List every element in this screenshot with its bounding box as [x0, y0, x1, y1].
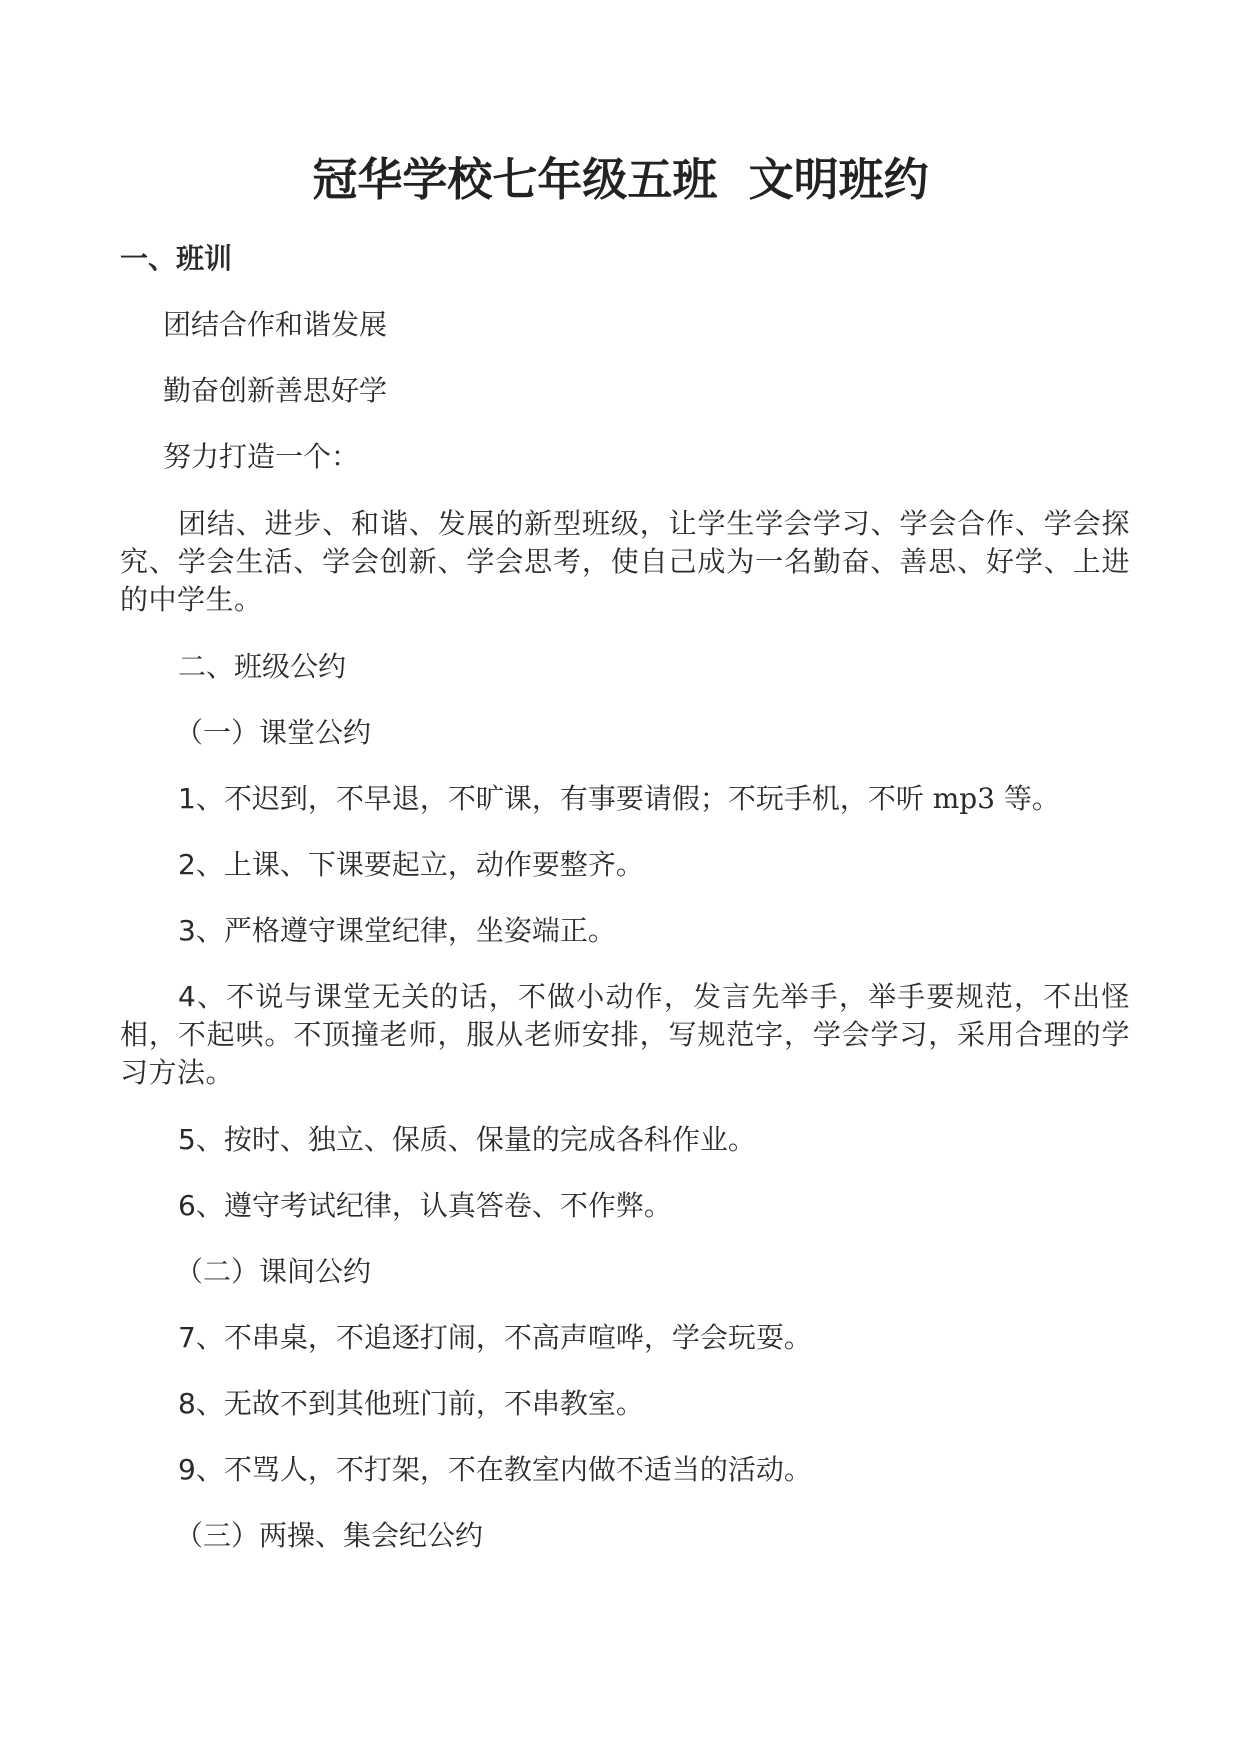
item-number: 7: [178, 1321, 196, 1354]
motto-line-2: 勤奋创新善思好学: [163, 374, 388, 407]
item-number: 1: [178, 782, 196, 815]
item-number: 8: [178, 1387, 196, 1420]
assembly-subheading: （三）两操、集会纪公约: [175, 1519, 484, 1552]
list-item: [120, 978, 1130, 1092]
item-text: 、严格遵守课堂纪律，坐姿端正。: [195, 914, 616, 947]
motto-line-1: 团结合作和谐发展: [163, 308, 388, 341]
classroom-subheading: （一）课堂公约: [175, 716, 372, 749]
item-number: 9: [178, 1453, 196, 1486]
intro-line: 努力打造一个：: [163, 440, 360, 473]
recess-subheading: （二）课间公约: [175, 1255, 372, 1288]
item-text: 、上课、下课要起立，动作要整齐。: [195, 848, 644, 881]
section1-heading: 一、班训: [120, 242, 233, 275]
item-text: 、遵守考试纪律，认真答卷、不作弊。: [195, 1189, 672, 1222]
section2-heading: 二、班级公约: [178, 650, 347, 683]
list-item: [178, 846, 644, 884]
item-text: 、不串桌，不追逐打闹，不高声喧哗，学会玩耍。: [195, 1321, 812, 1354]
list-item: [178, 1451, 812, 1489]
item-text: 、无故不到其他班门前，不串教室。: [195, 1387, 644, 1420]
list-item: [178, 1121, 756, 1159]
section1-body-paragraph: 团结、进步、和谐、发展的新型班级，让学生学会学习、学会合作、学会探究、学会生活、学会创新、学会思考，使自己成为一名勤奋、善思、好学、上进的中学生。: [120, 507, 1130, 616]
item-text: 、不骂人，不打架，不在教室内做不适当的活动。: [195, 1453, 812, 1486]
item-number: 6: [178, 1189, 196, 1222]
list-item: [178, 1187, 672, 1225]
list-item: [178, 1319, 812, 1357]
item-text: 、按时、独立、保质、保量的完成各科作业。: [195, 1123, 756, 1156]
item-text: 、不迟到，不早退，不旷课，有事要请假；不玩手机，不听 mp3 等。: [195, 782, 1060, 815]
list-item: [178, 780, 1060, 818]
list-item: [178, 1385, 644, 1423]
document-title: 冠华学校七年级五班 文明班约: [312, 153, 929, 206]
item-number: 4: [178, 980, 197, 1013]
item-number: 2: [178, 848, 196, 881]
list-item: [178, 912, 616, 950]
item-number: 5: [178, 1123, 196, 1156]
item-text: 、不说与课堂无关的话，不做小动作，发言先举手，举手要规范，不出怪相，不起哄。不顶撞老师，服从老师安排，写规范字，学会学习，采用合理的学习方法。: [120, 980, 1130, 1089]
item-number: 3: [178, 914, 196, 947]
